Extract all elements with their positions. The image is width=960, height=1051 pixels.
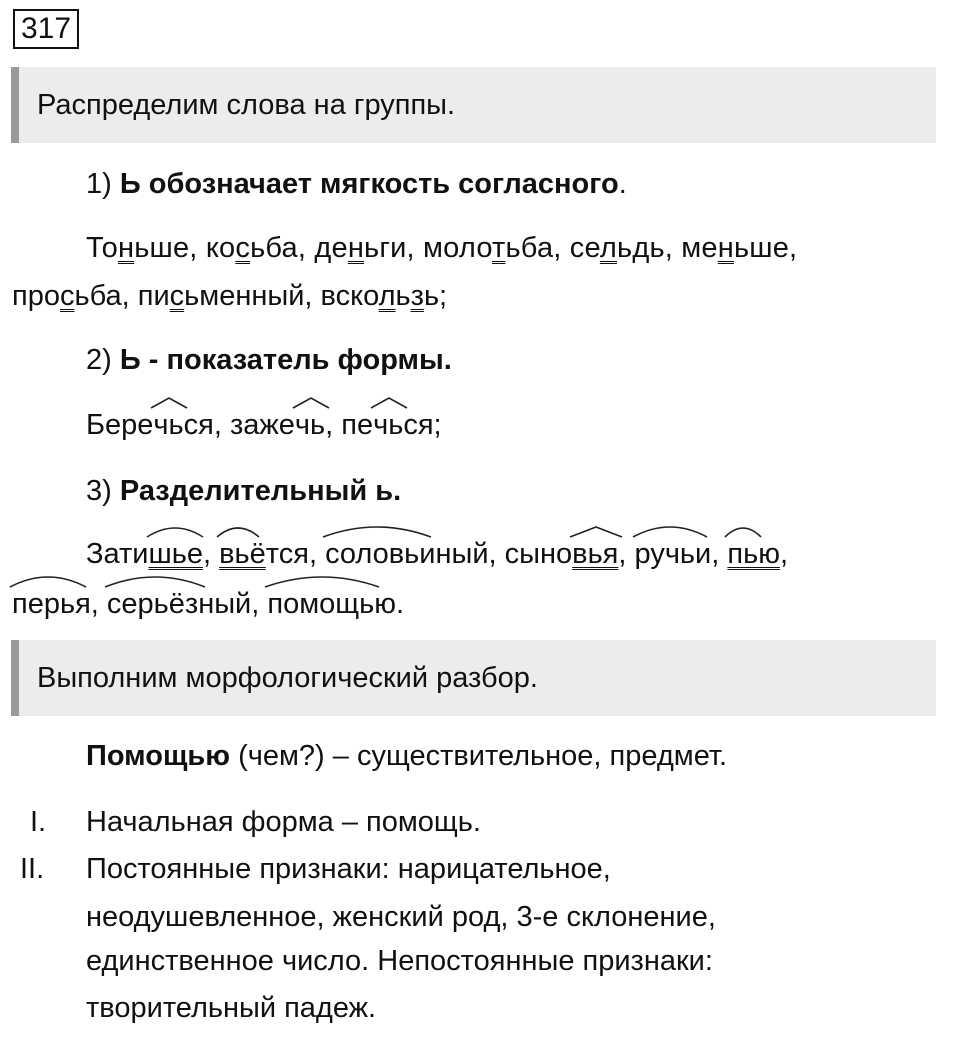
underlined-consonant: н xyxy=(347,232,365,264)
group3-number: 3) xyxy=(86,475,112,507)
list-item-text: творительный падеж. xyxy=(86,992,377,1024)
morpheme-mark xyxy=(219,538,266,571)
morpheme-mark xyxy=(267,588,396,621)
text: ь xyxy=(395,280,411,312)
text: ь; xyxy=(423,280,448,312)
ending-arc xyxy=(149,396,189,410)
root-arc xyxy=(723,525,763,539)
group1-end: . xyxy=(618,168,627,200)
underlined-consonant: з xyxy=(410,280,424,312)
text: , xyxy=(90,588,107,620)
root-arc xyxy=(8,575,88,589)
marked-part: соловьи xyxy=(325,538,436,570)
morpheme-mark xyxy=(572,538,618,571)
morpheme-mark xyxy=(727,538,780,571)
text: ьба, се xyxy=(505,232,600,264)
text: ь xyxy=(617,232,633,264)
group3-heading xyxy=(86,475,401,508)
ending-mark xyxy=(373,409,403,442)
group1-line2 xyxy=(12,280,447,313)
group2-title: Ь - показатель формы. xyxy=(119,344,452,376)
list-item-number: I. xyxy=(30,806,47,838)
marked-part: вьё xyxy=(219,538,266,570)
root-arc xyxy=(263,575,381,589)
list-item-text: неодушевленное, женский род, 3-е склонение, xyxy=(86,901,716,933)
group2-number: 2) xyxy=(86,344,112,376)
morpheme-mark xyxy=(635,538,712,571)
group1-heading xyxy=(86,168,627,201)
ending-arc xyxy=(291,396,331,410)
text: про xyxy=(12,280,60,312)
group3-line2 xyxy=(12,588,404,621)
root-arc xyxy=(321,525,433,539)
morpheme-mark xyxy=(12,588,91,621)
text: ный, сыно xyxy=(435,538,573,570)
text: ьменный, вско xyxy=(184,280,379,312)
group3-line1 xyxy=(86,538,788,571)
text: ьги, моло xyxy=(364,232,493,264)
text: ьше, ко xyxy=(134,232,236,264)
root-arc xyxy=(631,525,709,539)
marked-part: чь xyxy=(373,409,404,441)
morpheme-mark xyxy=(325,538,435,571)
analysis-description: (чем?) – существительное, предмет. xyxy=(230,740,728,772)
underlined-consonant: с xyxy=(235,232,251,264)
marked-part: вья xyxy=(572,538,619,570)
section-banner-groups xyxy=(11,67,936,143)
ending-arc xyxy=(145,525,205,539)
marked-part: чь xyxy=(153,409,184,441)
text: , пе xyxy=(325,409,374,441)
text: тся, xyxy=(265,538,326,570)
ending-mark xyxy=(295,409,325,442)
text: ьба, пи xyxy=(74,280,170,312)
underlined-consonant: с xyxy=(59,280,75,312)
list-item-text: Постоянные признаки: нарицательное, xyxy=(86,853,611,885)
marked-part: перья xyxy=(12,588,91,620)
text: Бере xyxy=(86,409,154,441)
text: , xyxy=(779,538,788,570)
morpheme-mark xyxy=(107,588,198,621)
text: ьше, xyxy=(733,232,798,264)
ending-mark xyxy=(153,409,183,442)
text: Зати xyxy=(86,538,149,570)
banner-text: Распределим слова на группы. xyxy=(37,88,456,121)
group1-line1 xyxy=(86,232,797,265)
text: , xyxy=(711,538,728,570)
list-item-text: единственное число. Непостоянные признаки: xyxy=(86,945,713,977)
ending-arc xyxy=(369,396,409,410)
group1-title: Ь обозначает мягкость согласного xyxy=(119,168,619,200)
text: ся, заже xyxy=(183,409,295,441)
analysis-word: Помощью xyxy=(86,740,231,772)
section-banner-analysis xyxy=(11,640,936,716)
group2-heading xyxy=(86,344,452,377)
ending-arc xyxy=(568,525,624,539)
text: ся; xyxy=(403,409,442,441)
underlined-consonant: л xyxy=(378,280,396,312)
group2-line xyxy=(86,409,442,442)
marked-part: шье xyxy=(148,538,204,570)
task-number: 317 xyxy=(13,9,79,49)
text: ь, ме xyxy=(649,232,718,264)
text: . xyxy=(396,588,405,620)
underlined-consonant: н xyxy=(117,232,135,264)
underlined-consonant: с xyxy=(169,280,185,312)
underlined-consonant: л xyxy=(599,232,617,264)
text: ьба, де xyxy=(250,232,348,264)
underlined-consonant: д xyxy=(632,232,650,264)
marked-part: помощью xyxy=(267,588,397,620)
marked-part: ручьи xyxy=(634,538,712,570)
morpheme-mark xyxy=(149,538,204,571)
underlined-consonant: н xyxy=(717,232,734,264)
ending-arc xyxy=(215,525,261,539)
group1-number: 1) xyxy=(86,168,112,200)
text: То xyxy=(86,232,118,264)
underlined-consonant: т xyxy=(492,232,506,264)
text: , xyxy=(203,538,220,570)
marked-part: серьёз xyxy=(106,588,199,620)
group3-title: Разделительный ь. xyxy=(119,475,402,507)
list-item-number: II. xyxy=(20,853,45,885)
text: ный, xyxy=(198,588,268,620)
list-item-text: Начальная форма – помощь. xyxy=(86,806,481,838)
text: , xyxy=(618,538,635,570)
banner-text: Выполним морфологический разбор. xyxy=(37,661,538,694)
marked-part: чь xyxy=(294,409,326,441)
marked-part: пью xyxy=(727,538,780,570)
analysis-heading xyxy=(86,740,727,773)
root-arc xyxy=(103,575,207,589)
